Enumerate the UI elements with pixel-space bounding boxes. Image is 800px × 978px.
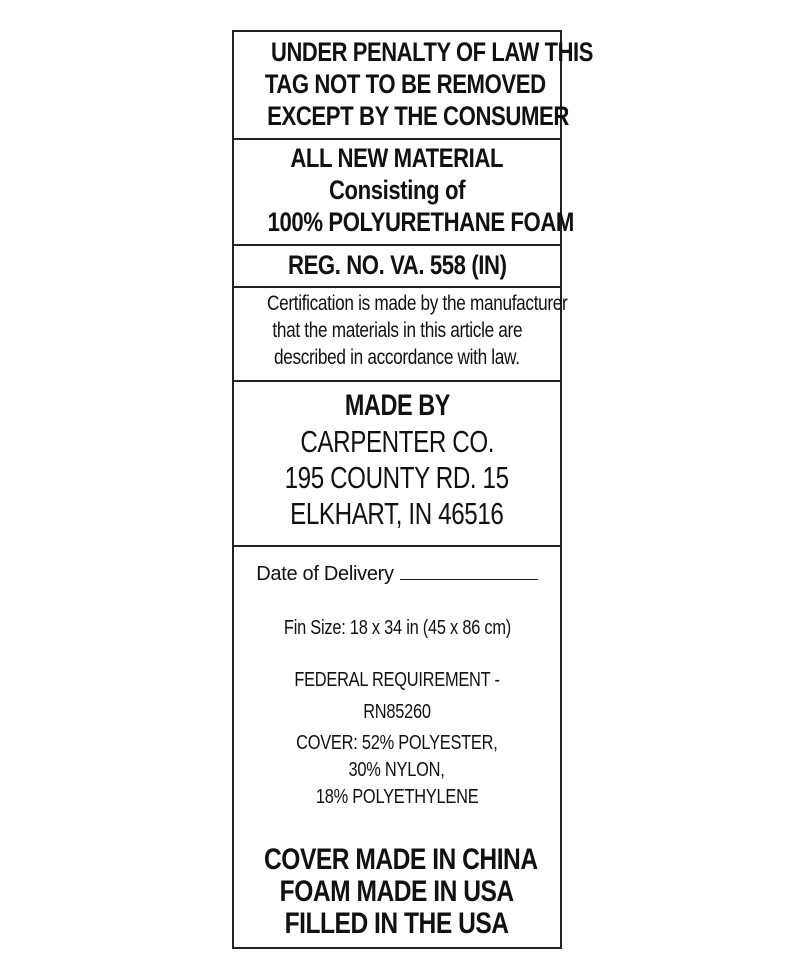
- made-by-heading: MADE BY: [344, 389, 450, 422]
- material-line-1: ALL NEW MATERIAL: [290, 143, 504, 173]
- manufacturer-section: [234, 388, 560, 532]
- divider: [234, 380, 560, 382]
- country-of-origin: [234, 844, 560, 940]
- origin-line-3: FILLED IN THE USA: [285, 907, 509, 940]
- warning-line-1: UNDER PENALTY OF LAW THIS: [271, 37, 593, 67]
- manufacturer-city: ELKHART, IN 46516: [290, 496, 504, 531]
- manufacturer-street: 195 COUNTY RD. 15: [284, 460, 510, 495]
- divider: [234, 286, 560, 288]
- date-of-delivery: [234, 558, 560, 590]
- date-of-delivery-blank: [400, 559, 538, 580]
- origin-line-2: FOAM MADE IN USA: [279, 875, 515, 908]
- cover-line-3: 18% POLYETHYLENE: [315, 786, 479, 808]
- material-line-3: 100% POLYURETHANE FOAM: [267, 207, 574, 237]
- origin-line-1: COVER MADE IN CHINA: [264, 843, 538, 876]
- cover-line-1: COVER: 52% POLYESTER,: [296, 732, 498, 754]
- certification-line-1: Certification is made by the manufacturer: [266, 292, 568, 315]
- date-of-delivery-label: Date of Delivery: [256, 563, 394, 585]
- certification-section: [234, 290, 568, 371]
- warning-line-2: TAG NOT TO BE REMOVED: [264, 69, 546, 99]
- material-section: [234, 142, 574, 238]
- law-tag: [232, 30, 593, 949]
- warning-section: [234, 36, 593, 132]
- warning-line-3: EXCEPT BY THE CONSUMER: [267, 101, 569, 131]
- manufacturer-name: CARPENTER CO.: [300, 424, 494, 459]
- divider: [234, 545, 560, 547]
- federal-requirement: FEDERAL REQUIREMENT - RN85260: [294, 669, 500, 723]
- material-line-2: Consisting of: [328, 175, 466, 205]
- cover-composition: [234, 730, 560, 811]
- fin-size: Fin Size: 18 x 34 in (45 x 86 cm): [283, 617, 511, 639]
- certification-line-3: described in accordance with law.: [274, 346, 520, 369]
- cover-line-2: 30% NYLON,: [349, 759, 445, 781]
- divider: [234, 244, 560, 246]
- registration-section: [234, 247, 560, 283]
- divider: [234, 138, 560, 140]
- registration-number: REG. NO. VA. 558 (IN): [287, 250, 507, 280]
- certification-line-2: that the materials in this article are: [272, 319, 522, 342]
